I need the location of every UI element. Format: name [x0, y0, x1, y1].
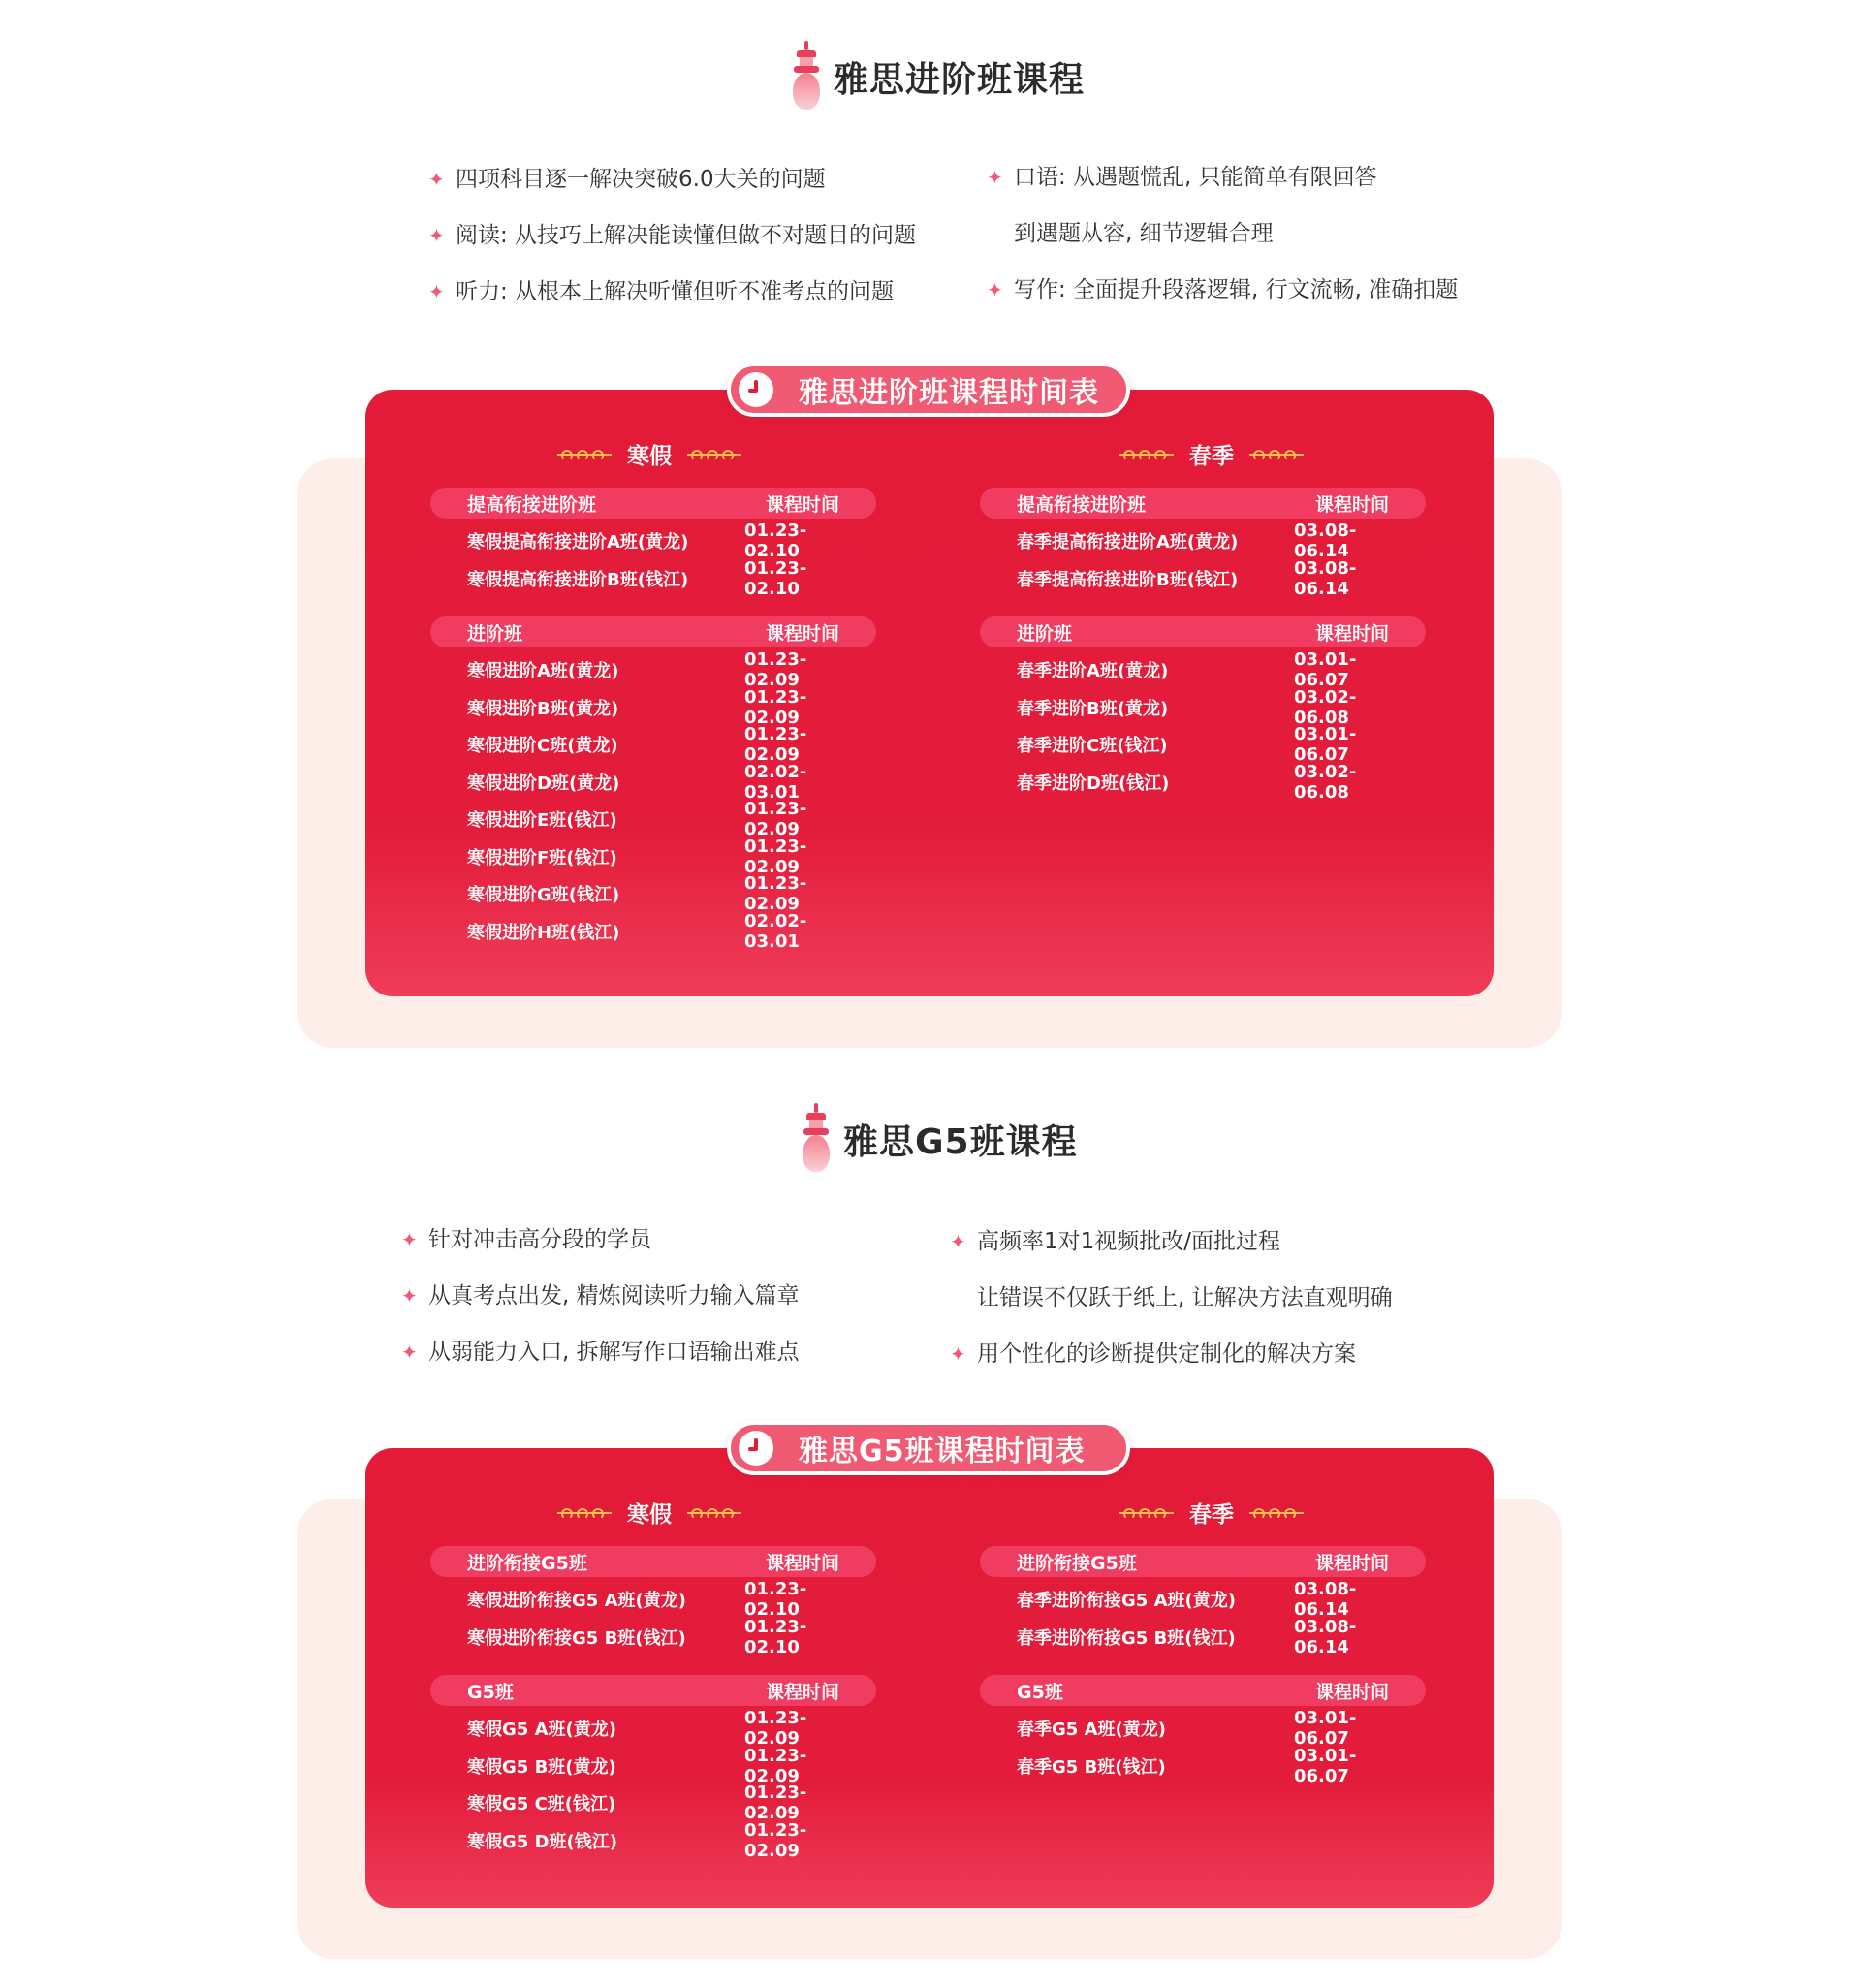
schedule-title: 雅思进阶班课程时间表 — [799, 376, 1099, 410]
schedule-title-pill — [727, 1421, 1130, 1475]
class-time: 03.01-06.07 — [1294, 1708, 1357, 1750]
table-row — [430, 1819, 876, 1861]
four-point-star-icon: ✦ — [428, 224, 445, 247]
table-row — [430, 838, 876, 876]
group-header — [980, 1675, 1426, 1706]
group-name: 提高衔接进阶班 — [467, 493, 597, 516]
schedule-group — [980, 488, 1426, 597]
class-name: 春季进阶衔接G5 B班(钱江) — [1017, 1627, 1236, 1649]
class-name: 春季G5 B班(钱江) — [1017, 1756, 1166, 1778]
table-row — [980, 1581, 1426, 1619]
season-header-spring: 春季 — [1119, 438, 1304, 470]
bullet-item: ✦ 阅读: 从技巧上解决能读懂但做不对题目的问题 — [428, 223, 917, 248]
season-header-spring: 春季 — [1119, 1497, 1304, 1529]
class-name: 春季进阶衔接G5 A班(黄龙) — [1017, 1591, 1236, 1612]
class-time: 03.08-06.14 — [1294, 521, 1357, 562]
group-name: 提高衔接进阶班 — [1017, 493, 1147, 516]
group-header — [430, 488, 876, 519]
class-time: 01.23-02.10 — [744, 1579, 807, 1621]
class-name: 寒假G5 B班(黄龙) — [467, 1756, 616, 1778]
class-time: 01.23-02.09 — [744, 1708, 807, 1750]
group-time-header: 课程时间 — [1314, 1552, 1389, 1574]
class-time: 03.08-06.14 — [1294, 557, 1357, 599]
schedule-group — [430, 488, 876, 597]
class-time: 01.23-02.09 — [744, 1745, 807, 1786]
table-row — [430, 522, 876, 560]
group-header — [430, 616, 876, 647]
class-name: 寒假进阶衔接G5 B班(钱江) — [467, 1627, 686, 1649]
bullet-item: ✦ 口语: 从遇题慌乱, 只能简单有限回答 — [987, 165, 1377, 190]
class-name: 寒假进阶F班(钱江) — [467, 847, 617, 868]
class-time: 03.02-06.08 — [1294, 761, 1357, 803]
schedule-column-spring — [980, 1546, 1426, 1804]
table-row — [430, 910, 876, 952]
class-time: 01.23-02.09 — [744, 724, 807, 766]
cloud-ornament-icon — [1119, 448, 1174, 461]
cloud-ornament-icon — [1249, 448, 1304, 461]
class-name: 寒假进阶B班(黄龙) — [467, 698, 619, 719]
table-row — [980, 686, 1426, 728]
four-point-star-icon: ✦ — [401, 1284, 418, 1308]
class-time: 01.23-02.10 — [744, 521, 807, 562]
four-point-star-icon: ✦ — [428, 280, 445, 303]
four-point-star-icon: ✦ — [987, 166, 1003, 189]
schedule-group — [430, 1675, 876, 1859]
four-point-star-icon: ✦ — [987, 278, 1003, 301]
class-time: 03.02-06.08 — [1294, 686, 1357, 728]
four-point-star-icon: ✦ — [401, 1341, 418, 1364]
class-name: 寒假进阶衔接G5 A班(黄龙) — [467, 1591, 686, 1612]
table-row — [430, 1710, 876, 1748]
schedule-column-spring — [980, 488, 1426, 820]
group-name: G5班 — [467, 1681, 514, 1703]
bullet-item: ✦ 从弱能力入口, 拆解写作口语输出难点 — [401, 1340, 800, 1365]
table-row — [980, 726, 1426, 764]
class-name: 寒假进阶C班(黄龙) — [467, 736, 618, 757]
group-header — [430, 1675, 876, 1706]
bullet-item: ✦ 听力: 从根本上解决听懂但听不准考点的问题 — [428, 279, 895, 304]
class-name: 春季进阶A班(黄龙) — [1017, 661, 1169, 682]
table-row — [430, 761, 876, 803]
cloud-ornament-icon — [1249, 1506, 1304, 1520]
class-name: 春季G5 A班(黄龙) — [1017, 1720, 1166, 1741]
bullet-item: ✦ 从真考点出发, 精炼阅读听力输入篇章 — [401, 1283, 800, 1309]
section1-title: 雅思进阶班课程 — [834, 59, 1086, 100]
class-time: 02.02-03.01 — [744, 761, 807, 803]
cloud-ornament-icon — [687, 1506, 741, 1520]
table-row — [430, 1784, 876, 1822]
schedule-group — [430, 616, 876, 950]
class-time: 01.23-02.09 — [744, 1819, 807, 1861]
table-row — [980, 1710, 1426, 1748]
group-name: 进阶衔接G5班 — [1017, 1552, 1137, 1574]
season-header-winter: 寒假 — [557, 438, 741, 470]
schedule-group — [430, 1546, 876, 1656]
table-row — [430, 557, 876, 599]
bullet-item: ✦ 针对冲击高分段的学员 — [401, 1227, 651, 1252]
class-name: 寒假进阶G班(钱江) — [467, 885, 620, 906]
schedule-group — [980, 616, 1426, 801]
group-header — [980, 1546, 1426, 1577]
four-point-star-icon: ✦ — [428, 168, 445, 191]
class-time: 01.23-02.10 — [744, 1616, 807, 1657]
table-row — [430, 726, 876, 764]
group-name: 进阶班 — [1017, 622, 1073, 645]
class-name: 春季进阶B班(黄龙) — [1017, 698, 1169, 719]
group-name: 进阶班 — [467, 622, 523, 645]
group-time-header: 课程时间 — [765, 622, 839, 645]
class-time: 01.23-02.09 — [744, 686, 807, 728]
group-name: G5班 — [1017, 1681, 1063, 1703]
bullet-continuation: 让错误不仅跃于纸上, 让解决方法直观明确 — [977, 1285, 1393, 1310]
class-time: 03.08-06.14 — [1294, 1579, 1357, 1621]
class-name: 寒假进阶E班(钱江) — [467, 810, 617, 832]
table-row — [430, 651, 876, 689]
class-name: 春季进阶D班(钱江) — [1017, 773, 1170, 794]
class-name: 寒假提高衔接进阶B班(钱江) — [467, 569, 689, 590]
table-row — [430, 875, 876, 913]
cloud-ornament-icon — [687, 448, 741, 461]
class-name: 寒假G5 A班(黄龙) — [467, 1720, 616, 1741]
class-name: 寒假G5 C班(钱江) — [467, 1794, 616, 1815]
class-time: 03.08-06.14 — [1294, 1616, 1357, 1657]
class-name: 春季提高衔接进阶A班(黄龙) — [1017, 532, 1239, 553]
schedule-group — [980, 1546, 1426, 1656]
schedule-column-winter — [430, 1546, 876, 1878]
class-time: 01.23-02.10 — [744, 557, 807, 599]
bullet-item: ✦ 写作: 全面提升段落逻辑, 行文流畅, 准确扣题 — [987, 277, 1459, 302]
section2-title: 雅思G5班课程 — [843, 1121, 1078, 1162]
table-row — [980, 522, 1426, 560]
cloud-ornament-icon — [557, 448, 612, 461]
four-point-star-icon: ✦ — [950, 1230, 966, 1253]
class-time: 01.23-02.09 — [744, 799, 807, 840]
section1-heading — [791, 41, 1085, 112]
table-row — [430, 1745, 876, 1786]
four-point-star-icon: ✦ — [950, 1342, 966, 1366]
class-name: 寒假G5 D班(钱江) — [467, 1831, 617, 1852]
pagoda-icon — [791, 41, 822, 112]
class-name: 寒假进阶D班(黄龙) — [467, 773, 620, 794]
group-time-header: 课程时间 — [1314, 622, 1389, 645]
class-time: 01.23-02.09 — [744, 1783, 807, 1824]
table-row — [430, 1581, 876, 1619]
class-name: 寒假进阶A班(黄龙) — [467, 661, 619, 682]
bullet-continuation: 到遇题从容, 细节逻辑合理 — [1014, 221, 1274, 246]
table-row — [980, 761, 1426, 803]
section2-heading — [801, 1103, 1078, 1175]
schedule-title: 雅思G5班课程时间表 — [799, 1435, 1086, 1468]
table-row — [980, 651, 1426, 689]
table-row — [980, 557, 1426, 599]
pagoda-icon — [801, 1103, 832, 1175]
class-time: 03.01-06.07 — [1294, 1745, 1357, 1786]
group-time-header: 课程时间 — [1314, 1681, 1389, 1703]
table-row — [430, 686, 876, 728]
schedule-group — [980, 1675, 1426, 1784]
four-point-star-icon: ✦ — [401, 1228, 418, 1251]
class-time: 01.23-02.09 — [744, 873, 807, 915]
class-time: 03.01-06.07 — [1294, 724, 1357, 766]
group-header — [980, 488, 1426, 519]
class-name: 春季提高衔接进阶B班(钱江) — [1017, 569, 1239, 590]
class-name: 寒假进阶H班(钱江) — [467, 922, 620, 943]
group-header — [430, 1546, 876, 1577]
table-row — [430, 1616, 876, 1657]
season-header-winter: 寒假 — [557, 1497, 741, 1529]
bullet-item: ✦ 用个性化的诊断提供定制化的解决方案 — [950, 1341, 1356, 1367]
bullet-item: ✦ 高频率1对1视频批改/面批过程 — [950, 1229, 1281, 1254]
class-name: 春季进阶C班(钱江) — [1017, 736, 1168, 757]
table-row — [980, 1616, 1426, 1657]
table-row — [430, 801, 876, 838]
class-time: 02.02-03.01 — [744, 910, 807, 952]
group-header — [980, 616, 1426, 647]
schedule-column-winter — [430, 488, 876, 969]
schedule-title-pill — [727, 363, 1130, 417]
class-name: 寒假提高衔接进阶A班(黄龙) — [467, 532, 689, 553]
bullet-item: ✦ 四项科目逐一解决突破6.0大关的问题 — [428, 167, 826, 192]
clock-icon — [739, 372, 773, 407]
clock-icon — [739, 1431, 773, 1466]
table-row — [980, 1745, 1426, 1786]
group-time-header: 课程时间 — [765, 1681, 839, 1703]
cloud-ornament-icon — [1119, 1506, 1174, 1520]
group-name: 进阶衔接G5班 — [467, 1552, 587, 1574]
group-time-header: 课程时间 — [1314, 493, 1389, 516]
class-time: 03.01-06.07 — [1294, 649, 1357, 691]
class-time: 01.23-02.09 — [744, 836, 807, 877]
group-time-header: 课程时间 — [765, 1552, 839, 1574]
cloud-ornament-icon — [557, 1506, 612, 1520]
class-time: 01.23-02.09 — [744, 649, 807, 691]
group-time-header: 课程时间 — [765, 493, 839, 516]
